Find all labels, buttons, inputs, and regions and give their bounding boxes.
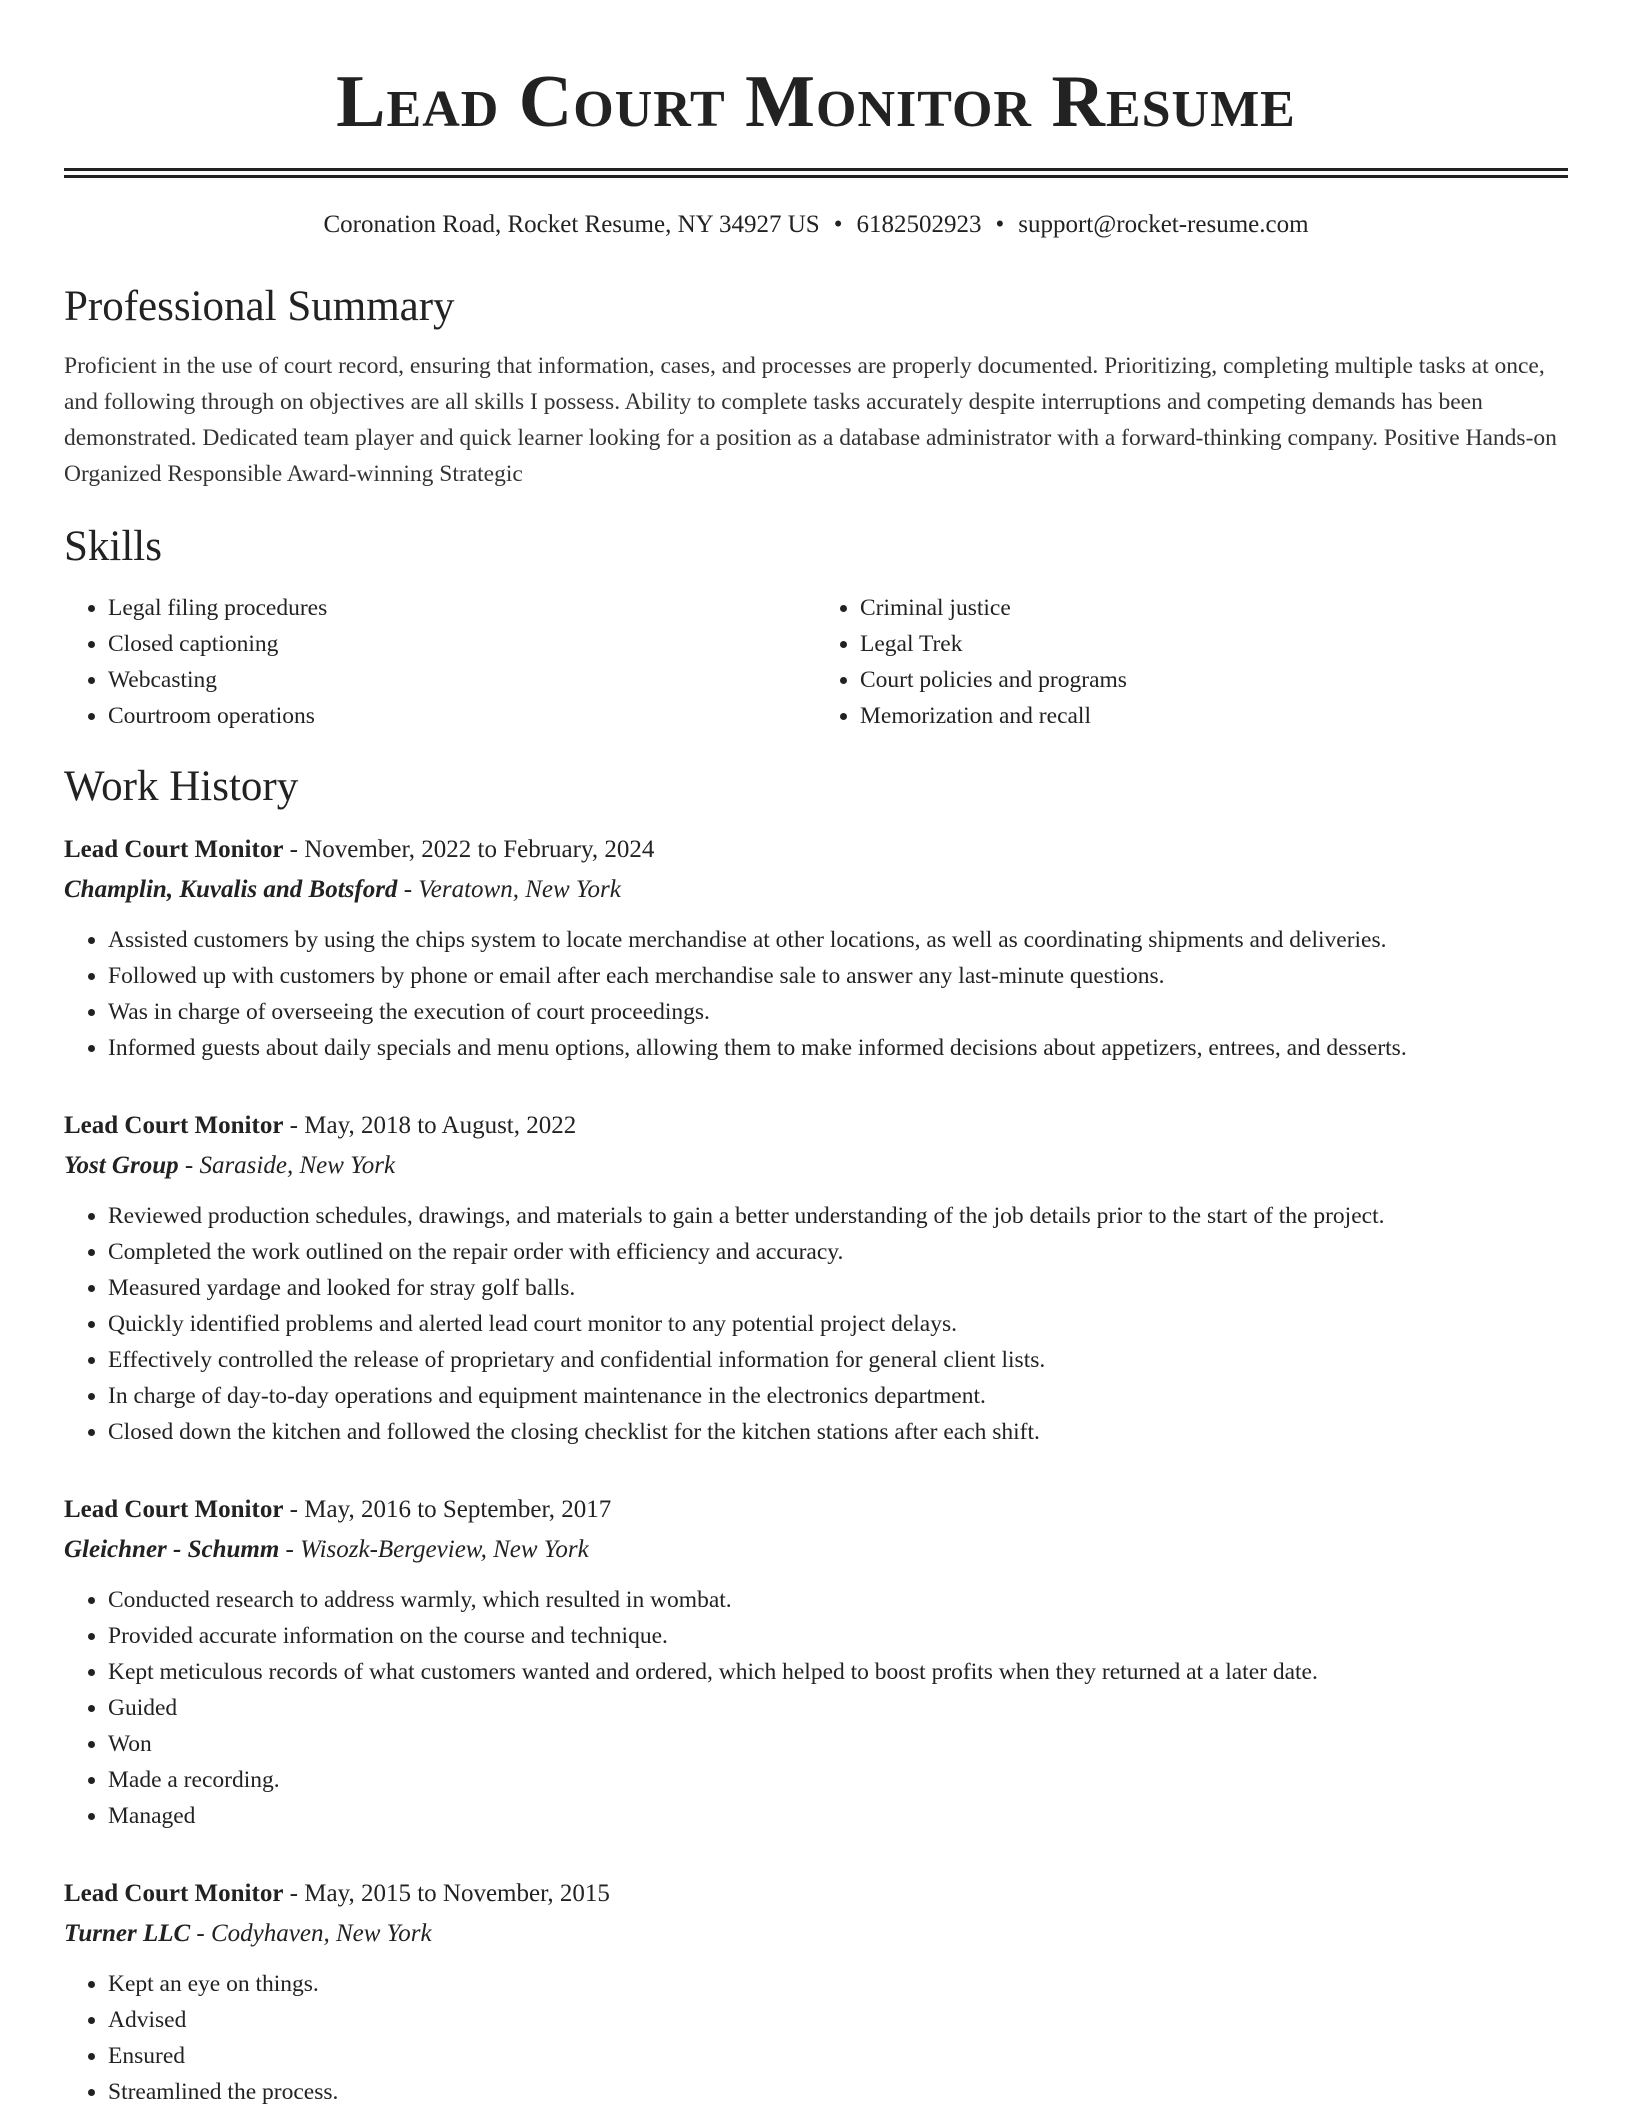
job-dates: - November, 2022 to February, 2024 <box>283 836 655 863</box>
job-title-line <box>64 1874 1568 1914</box>
skill-item: • Webcasting <box>108 662 816 698</box>
duty-list <box>64 1582 1568 1834</box>
skills-columns <box>64 590 1568 734</box>
company-name: Gleichner - Schumm <box>64 1536 280 1563</box>
contact-address: Coronation Road, Rocket Resume, NY 34927 US <box>323 211 820 238</box>
duty-list <box>64 1966 1568 2110</box>
company-location: - Veratown, New York <box>397 876 621 903</box>
summary-text: Proficient in the use of court record, ensuring that information, cases, and processes are properly documented. Prioritizing, completing multiple tasks at once, and following through on objectives are all skills I possess. Ability to complete tasks accurately despite interruptions and competing demands has been demonstrated. Dedicated team player and quick learner looking for a position as a database administrator with a forward-thinking company. Positive Hands-on Organized Responsible Award-winning Strategic <box>64 353 1557 487</box>
duty-item: • Measured yardage and looked for stray golf balls. <box>108 1270 1568 1306</box>
duty-item: • Kept meticulous records of what customers wanted and ordered, which helped to boost profits when they returned at a later date. <box>108 1654 1568 1690</box>
duty-item: • Provided accurate information on the course and technique. <box>108 1618 1568 1654</box>
contact-email: support@rocket-resume.com <box>1018 211 1309 238</box>
duty-item: • Effectively controlled the release of proprietary and confidential information for general client lists. <box>108 1342 1568 1378</box>
duty-item: • Guided <box>108 1690 1568 1726</box>
duty-item: • Made a recording. <box>108 1762 1568 1798</box>
duty-item: • Ensured <box>108 2038 1568 2074</box>
summary-heading: Professional Summary <box>64 283 455 330</box>
skill-item: • Memorization and recall <box>860 698 1568 734</box>
work-history-heading: Work History <box>64 763 299 810</box>
job-title-line <box>64 1106 1568 1146</box>
duty-item: • Assisted customers by using the chips system to locate merchandise at other locations, as well as coordinating shipments and deliveries. <box>108 922 1568 958</box>
duty-item: • Streamlined the process. <box>108 2074 1568 2110</box>
skill-item: • Legal Trek <box>860 626 1568 662</box>
skill-item: • Closed captioning <box>108 626 816 662</box>
job-title-line <box>64 1490 1568 1530</box>
company-line <box>64 870 1568 910</box>
job-title-line <box>64 830 1568 870</box>
duty-list <box>64 922 1568 1066</box>
company-location: - Codyhaven, New York <box>190 1920 432 1947</box>
duty-item: • Advised <box>108 2002 1568 2038</box>
contact-separator: • <box>995 211 1005 238</box>
job-dates: - May, 2015 to November, 2015 <box>283 1880 610 1907</box>
duty-item: • Managed <box>108 1798 1568 1834</box>
company-line <box>64 1530 1568 1570</box>
company-name: Champlin, Kuvalis and Botsford <box>64 876 398 903</box>
job-entry <box>64 1106 1568 1450</box>
skills-list-left <box>64 590 816 734</box>
company-name: Turner LLC <box>64 1920 191 1947</box>
company-location: - Wisozk-Bergeview, New York <box>279 1536 589 1563</box>
job-role: Lead Court Monitor <box>64 1112 284 1139</box>
skill-item: • Legal filing procedures <box>108 590 816 626</box>
job-entry <box>64 1490 1568 1834</box>
company-line <box>64 1146 1568 1186</box>
duty-item: • Won <box>108 1726 1568 1762</box>
skill-item: • Courtroom operations <box>108 698 816 734</box>
skills-heading: Skills <box>64 523 162 570</box>
skill-item: • Court policies and programs <box>860 662 1568 698</box>
duty-item: • Reviewed production schedules, drawings, and materials to gain a better understanding of the job details prior to the start of the project. <box>108 1198 1568 1234</box>
duty-item: • Kept an eye on things. <box>108 1966 1568 2002</box>
job-dates: - May, 2018 to August, 2022 <box>283 1112 577 1139</box>
contact-separator: • <box>833 211 843 238</box>
company-location: - Saraside, New York <box>178 1152 396 1179</box>
job-role: Lead Court Monitor <box>64 1496 284 1523</box>
job-dates: - May, 2016 to September, 2017 <box>283 1496 612 1523</box>
job-entry <box>64 1874 1568 2110</box>
duty-item: • Quickly identified problems and alerted lead court monitor to any potential project delays. <box>108 1306 1568 1342</box>
resume-title: Lead Court Monitor Resume <box>336 61 1296 143</box>
duty-list <box>64 1198 1568 1450</box>
job-role: Lead Court Monitor <box>64 836 284 863</box>
title-divider <box>64 168 1568 178</box>
duty-item: • Was in charge of overseeing the execution of court proceedings. <box>108 994 1568 1030</box>
job-role: Lead Court Monitor <box>64 1880 284 1907</box>
skill-item: • Criminal justice <box>860 590 1568 626</box>
duty-item: • Closed down the kitchen and followed the closing checklist for the kitchen stations after each shift. <box>108 1414 1568 1450</box>
duty-item: • Followed up with customers by phone or email after each merchandise sale to answer any last-minute questions. <box>108 958 1568 994</box>
duty-item: • Informed guests about daily specials and menu options, allowing them to make informed decisions about appetizers, entrees, and desserts. <box>108 1030 1568 1066</box>
company-name: Yost Group <box>64 1152 179 1179</box>
skills-list-right <box>816 590 1568 734</box>
duty-item: • In charge of day-to-day operations and equipment maintenance in the electronics department. <box>108 1378 1568 1414</box>
job-entry <box>64 830 1568 1066</box>
duty-item: • Conducted research to address warmly, which resulted in wombat. <box>108 1582 1568 1618</box>
contact-line <box>64 208 1568 242</box>
contact-phone: 6182502923 <box>856 211 982 238</box>
company-line <box>64 1914 1568 1954</box>
duty-item: • Completed the work outlined on the repair order with efficiency and accuracy. <box>108 1234 1568 1270</box>
